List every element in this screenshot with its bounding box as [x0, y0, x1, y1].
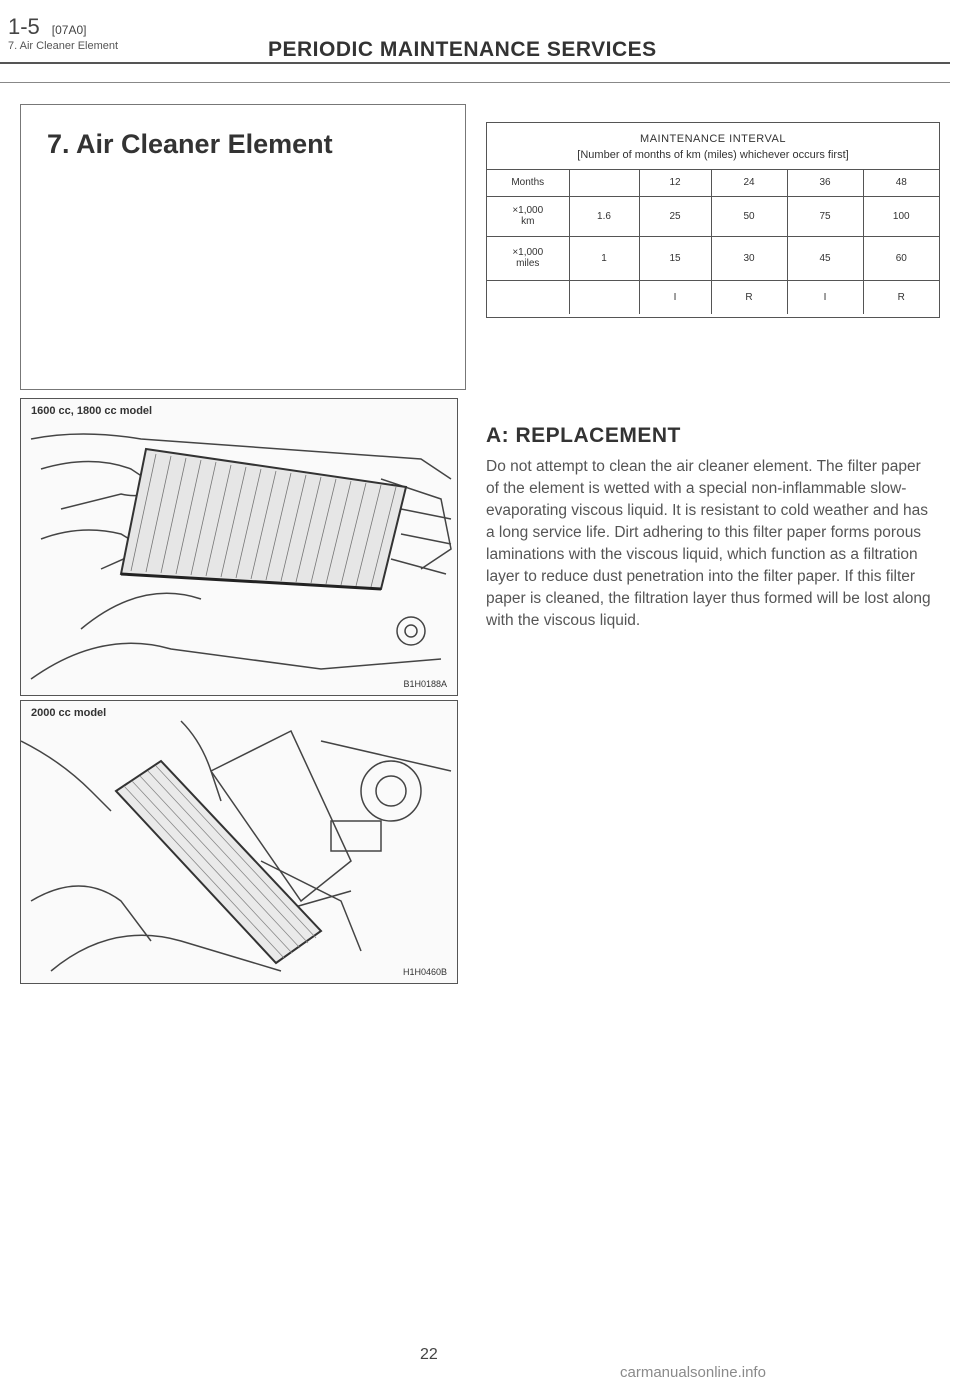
- table-cell: 24: [711, 170, 787, 196]
- table-cell: 25: [639, 196, 711, 236]
- table-cell: 1: [569, 236, 639, 280]
- header-rule: [0, 62, 950, 64]
- table-cell: 12: [639, 170, 711, 196]
- header-rule-thin: [0, 82, 950, 83]
- table-cell: ×1,000 km: [487, 196, 569, 236]
- section-number: 1-5: [8, 14, 40, 39]
- table-cell: 100: [863, 196, 939, 236]
- subsection-label: 7. Air Cleaner Element: [8, 40, 119, 52]
- table-row: [487, 170, 939, 196]
- figure-2000-model: [20, 700, 458, 984]
- table-cell: Months: [487, 170, 569, 196]
- table-cell: 36: [787, 170, 863, 196]
- table-cell: I: [639, 280, 711, 314]
- air-filter-illustration-2: [21, 701, 457, 983]
- table-cell: [487, 280, 569, 314]
- table-heading-note: [Number of months of km (miles) whichever occurs first]: [577, 149, 849, 161]
- air-filter-illustration-1: [21, 399, 457, 695]
- replacement-body: Do not attempt to clean the air cleaner element. The filter paper of the element is wetted with a special non-inflammable slow-evaporating viscous liquid. It is resistant to cold weather and has a long service life. Dirt adhering to this filter paper forms porous laminations with the viscous liquid, which function as a filtration layer to reduce dust penetration into the filter paper. If this filter paper is cleaned, the filtration layer thus formed will be lost along with the viscous liquid.: [486, 458, 931, 629]
- table-cell: 60: [863, 236, 939, 280]
- table-cell: 50: [711, 196, 787, 236]
- maintenance-interval-table: [486, 122, 940, 318]
- figure-id: H1H0460B: [402, 967, 447, 977]
- table-cell: R: [863, 280, 939, 314]
- table-cell: 45: [787, 236, 863, 280]
- interval-grid: [487, 170, 939, 314]
- section-code: [8, 14, 87, 40]
- ref-code: [07A0]: [51, 23, 87, 37]
- table-heading-title: MAINTENANCE INTERVAL: [640, 133, 786, 145]
- table-row: [487, 196, 939, 236]
- table-cell: R: [711, 280, 787, 314]
- table-cell: 48: [863, 170, 939, 196]
- section-title-box: [20, 104, 466, 390]
- table-row: [487, 280, 939, 314]
- table-cell: 1.6: [569, 196, 639, 236]
- table-cell: ×1,000 miles: [487, 236, 569, 280]
- figure-1600-1800-model: [20, 398, 458, 696]
- figure-caption: 2000 cc model: [31, 707, 107, 719]
- figure-caption: 1600 cc, 1800 cc model: [31, 405, 153, 417]
- table-cell: [569, 280, 639, 314]
- table-cell: [569, 170, 639, 196]
- table-row: [487, 236, 939, 280]
- table-cell: 30: [711, 236, 787, 280]
- section-title: 7. Air Cleaner Element: [47, 129, 333, 159]
- page-number: 22: [420, 1346, 438, 1363]
- table-heading: [487, 123, 939, 170]
- page-title: PERIODIC MAINTENANCE SERVICES: [268, 38, 657, 61]
- table-cell: 75: [787, 196, 863, 236]
- replacement-heading: A: REPLACEMENT: [486, 424, 681, 447]
- table-cell: I: [787, 280, 863, 314]
- table-cell: 15: [639, 236, 711, 280]
- watermark: carmanualsonline.info: [620, 1364, 766, 1381]
- figure-id: B1H0188A: [403, 679, 447, 689]
